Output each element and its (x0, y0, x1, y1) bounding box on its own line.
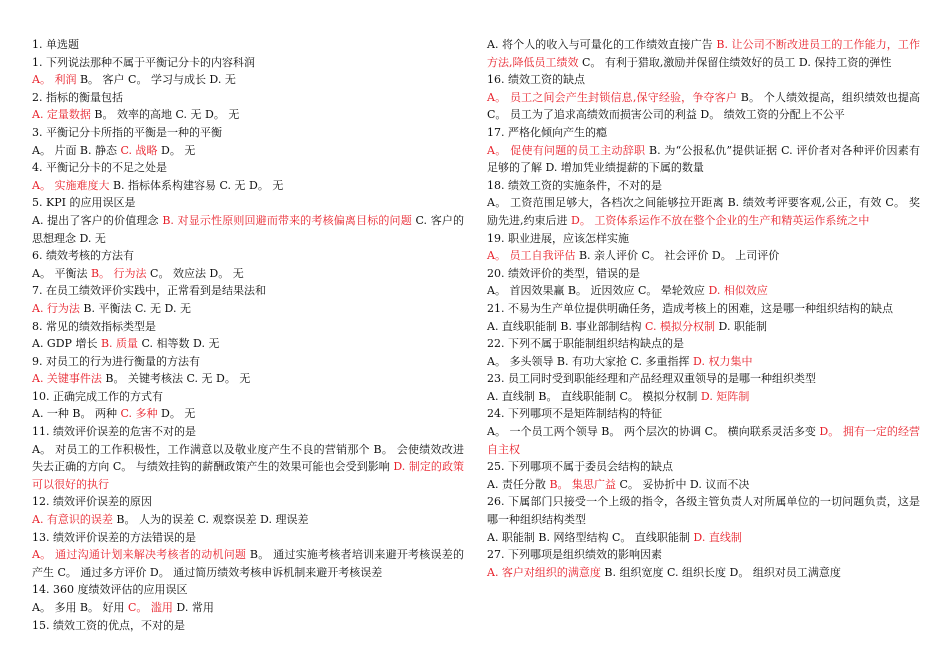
answer-highlight: B。 行为法 (90, 266, 147, 280)
text-line (487, 370, 920, 388)
text-line (32, 335, 464, 353)
text-line (32, 617, 464, 635)
answer-highlight: B. 质量 (100, 337, 139, 351)
text-line (487, 529, 920, 547)
text-segment: B。 关键考核法 C. 无 D。 无 (101, 372, 251, 386)
text-segment: C. 相等数 D. 无 (138, 337, 220, 351)
text-line (32, 89, 464, 107)
text-segment: 11. 绩效评价误差的危害不对的是 (32, 425, 196, 439)
text-line (487, 458, 920, 476)
text-segment: 12. 绩效评价误差的原因 (32, 495, 152, 509)
text-segment: 9. 对员工的行为进行衡量的方法有 (32, 354, 200, 368)
text-segment: 25. 下列哪项不属于委员会结构的缺点 (487, 460, 673, 474)
text-segment: B。 人为的误差 C. 观察误差 D. 理误差 (112, 513, 309, 527)
answer-highlight: D. 相似效应 (708, 284, 768, 298)
text-segment: B。 个人绩效提高，组织绩效也提高 C。 员工为了追求高绩效而损害公司的利益 D。 绩效工资的分配上不公平 (487, 90, 921, 122)
text-segment: A. 直线制 B。 直线职能制 C。 模拟分权制 (487, 389, 701, 403)
text-line (487, 300, 920, 318)
text-line (487, 230, 920, 248)
answer-highlight: A. 行为法 (32, 301, 80, 315)
text-segment: A. 职能制 B. 网络型结构 C。 直线职能制 (487, 530, 694, 544)
text-segment: 16. 绩效工资的缺点 (487, 73, 585, 87)
text-segment: 19. 职业进展，应该怎样实施 (487, 231, 629, 245)
text-line (32, 318, 464, 336)
text-line (32, 142, 464, 160)
answer-highlight: A。 员工自我评估 (487, 249, 576, 263)
answer-highlight: B。 集思广益 (549, 477, 617, 491)
text-line (32, 423, 464, 441)
text-segment: A。 平衡法 (32, 266, 91, 280)
text-segment: 21. 不易为生产单位提供明确任务，造成考核上的困难，这是哪一种组织结构的缺点 (487, 301, 893, 315)
text-segment: B. 组织宽度 C. 组织长度 D。 组织对员工满意度 (600, 565, 841, 579)
text-line (32, 493, 464, 511)
text-line (32, 71, 464, 89)
text-segment: C。 有利于猎取,激励并保留住绩效好的员工 D. 保持工资的弹性 (578, 55, 892, 69)
text-line (487, 142, 920, 177)
text-line (487, 546, 920, 564)
text-segment: D. 常用 (172, 601, 214, 614)
text-segment: 18. 绩效工资的实施条件，不对的是 (487, 178, 662, 192)
text-segment: A. 将个人的收入与可量化的工作绩效直接广告 (487, 38, 717, 51)
answer-highlight: A. 定量数据 (32, 108, 91, 122)
left-column (32, 36, 464, 634)
answer-highlight: A. 关键事件法 (32, 372, 102, 386)
text-line (32, 370, 464, 388)
text-segment: A. GDP 增长 (32, 337, 101, 351)
answer-highlight: A. 客户对组织的满意度 (487, 565, 601, 579)
text-segment: 24. 下列哪项不是矩阵制结构的特征 (487, 407, 662, 421)
text-segment: 6. 绩效考核的方法有 (32, 249, 134, 263)
text-segment: B。 通过实施考核者培训来避开考核误差的产生 C。 通过多方评价 D。 通过简历绩效考核申诉机制来避开考核误差 (32, 548, 464, 579)
answer-highlight: A。 通过沟通计划来解决考核者的动机问题 (32, 548, 247, 562)
text-line (32, 159, 464, 177)
text-segment: C. 客户的思想理念 D. 无 (32, 213, 465, 245)
text-segment: A. 一种 B。 两种 (32, 407, 121, 421)
text-segment: 13. 绩效评价误差的方法错误的是 (32, 530, 196, 544)
text-segment: 23. 员工同时受到职能经理和产品经理双重领导的是哪一种组织类型 (487, 372, 816, 386)
text-line (487, 335, 920, 353)
text-line (32, 54, 464, 72)
answer-highlight: D. 权力集中 (693, 354, 753, 368)
text-line (32, 265, 464, 283)
text-segment: A。 工资范围足够大，各档次之间能够拉开距离 B. 绩效考评要客观,公正，有效 C。 奖励先进,约束后进 (487, 196, 920, 227)
answer-highlight: A。 实施难度大 (32, 178, 110, 192)
text-line (487, 388, 920, 406)
text-line (32, 581, 464, 599)
answer-highlight: C. 战略 (120, 143, 158, 157)
text-segment: A。 多头领导 B. 有功大家抢 C. 多重指挥 (487, 354, 694, 368)
text-segment: B. 指标体系构建容易 C. 无 D。 无 (109, 178, 284, 192)
text-segment: 1. 单选题 (32, 38, 79, 51)
text-line (487, 89, 920, 124)
text-segment: 1. 下列说法那种不属于平衡记分卡的内容科润 (32, 55, 255, 69)
text-segment: C。 效应法 D。 无 (146, 266, 244, 280)
text-segment: A. 提出了客户的价值理念 (32, 213, 163, 227)
text-line (487, 405, 920, 423)
answer-highlight: C. 多种 (120, 407, 158, 421)
text-line (32, 511, 464, 529)
text-line (32, 194, 464, 212)
text-segment: 22. 下列不属于职能制组织结构缺点的是 (487, 337, 684, 351)
text-line (487, 194, 920, 229)
text-line (487, 71, 920, 89)
text-segment: D. 职能制 (715, 319, 767, 333)
answer-highlight: C. 模拟分权制 (645, 319, 716, 333)
text-segment: 15. 绩效工资的优点，不对的是 (32, 618, 185, 632)
text-line (487, 493, 920, 528)
text-segment: 26. 下属部门只接受一个上级的指令，各级主管负责人对所属单位的一切问题负责，这是哪一种组织结构类型 (487, 495, 920, 527)
answer-highlight: D. 矩阵制 (700, 389, 750, 403)
text-segment: 8. 常见的绩效指标类型是 (32, 319, 156, 333)
text-line (32, 247, 464, 265)
text-segment: 10. 正确完成工作的方式有 (32, 389, 163, 403)
text-segment: A。 对员工的工作积极性，工作满意以及敬业度产生不良的营销那个 B。 会使绩效改进失去正确的方向 C。 与绩效挂钩的薪酬政策产生的效果可能也会受到影响 (32, 442, 464, 474)
text-line (32, 36, 464, 54)
text-line (487, 247, 920, 265)
text-line (32, 124, 464, 142)
text-segment: B。 效率的高地 C. 无 D。 无 (90, 108, 240, 122)
answer-highlight: D。 工资体系运作不放在整个企业的生产和精英运作系统之中 (571, 213, 870, 227)
text-segment: 17. 严格化倾向产生的瘾 (487, 125, 607, 139)
text-line (32, 353, 464, 371)
text-line (32, 106, 464, 124)
text-line (487, 423, 920, 458)
text-segment: C。 妥协折中 D. 议而不决 (616, 477, 750, 491)
text-line (32, 212, 464, 247)
text-segment: 7. 在员工绩效评价实践中，正常看到是结果法和 (32, 284, 266, 298)
text-segment: 2. 指标的衡量包括 (32, 90, 123, 104)
right-column (487, 36, 920, 581)
text-line (487, 564, 920, 582)
text-line (32, 177, 464, 195)
text-segment: 5. KPI 的应用误区是 (32, 196, 136, 210)
answer-highlight: C。 滥用 (128, 601, 173, 614)
text-segment: A. 直线职能制 B. 事业部制结构 (487, 319, 646, 333)
answer-highlight: B. 对显示性原则回避而带来的考核偏离目标的问题 (162, 213, 412, 227)
text-segment: B. 为“公报私仇”提供证据 C. 评价者对各种评价因素有足够的了解 D. 增加凭业绩提薪的下属的数量 (487, 143, 920, 175)
text-segment: D。 无 (157, 143, 196, 157)
text-segment: 4. 平衡记分卡的不足之处是 (32, 161, 167, 175)
text-segment: A。 首因效果赢 B。 近因效应 C。 晕轮效应 (487, 284, 709, 298)
text-line (487, 476, 920, 494)
text-segment: B. 亲人评价 C。 社会评价 D。 上司评价 (575, 249, 780, 263)
answer-highlight: A。 促使有问题的员工主动辞职 (487, 143, 646, 157)
text-segment: A. 责任分散 (487, 477, 550, 491)
text-line (32, 300, 464, 318)
text-line (32, 599, 464, 617)
answer-highlight: D. 制定的政策可以很好的执行 (32, 460, 465, 491)
text-line (487, 353, 920, 371)
text-line (487, 177, 920, 195)
text-line (487, 36, 920, 71)
text-segment: D。 无 (157, 407, 196, 421)
text-line (487, 265, 920, 283)
text-line (32, 388, 464, 406)
text-segment: A。 多用 B。 好用 (32, 601, 129, 614)
answer-highlight: B. 让公司不断改进员工的工作能力，工作方法,降低员工绩效 (487, 38, 920, 69)
text-line (32, 405, 464, 423)
answer-highlight: D。 拥有一定的经营自主权 (487, 425, 920, 456)
text-line (487, 318, 920, 336)
text-segment: B. 平衡法 C. 无 D. 无 (79, 301, 191, 315)
text-line (487, 124, 920, 142)
answer-highlight: A。 员工之间会产生封锁信息,保守经验，争夺客户 (487, 90, 738, 104)
text-segment: A。 片面 B. 静态 (32, 143, 121, 157)
text-segment: 27. 下列哪项是组织绩效的影响因素 (487, 548, 662, 562)
text-line (32, 441, 464, 494)
text-line (32, 282, 464, 300)
answer-highlight: A. 有意识的误差 (32, 513, 113, 527)
text-segment: 3. 平衡记分卡所指的平衡是一种的平衡 (32, 125, 222, 139)
text-segment: A。 一个员工两个领导 B。 两个层次的协调 C。 横向联系灵活多变 (487, 425, 820, 439)
text-line (32, 529, 464, 547)
text-segment: 14. 360 度绩效评估的应用误区 (32, 583, 188, 597)
text-line (32, 546, 464, 581)
answer-highlight: A。 利润 (32, 73, 77, 87)
text-segment: 20. 绩效评价的类型，错误的是 (487, 266, 640, 280)
text-line (487, 282, 920, 300)
answer-highlight: D. 直线制 (693, 530, 742, 544)
text-segment: B。 客户 C。 学习与成长 D. 无 (76, 73, 236, 87)
